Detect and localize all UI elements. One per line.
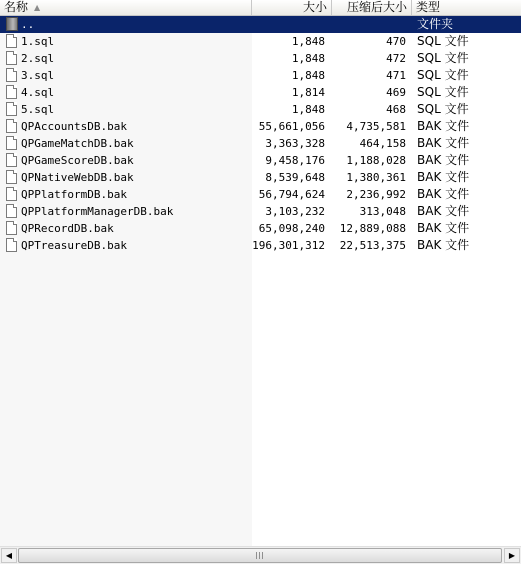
scroll-left-button[interactable]	[1, 548, 17, 563]
file-name: QPGameMatchDB.bak	[21, 137, 134, 150]
list-body	[0, 16, 521, 546]
file-name: ..	[21, 18, 35, 31]
file-compressed-size: 2,236,992	[346, 188, 406, 201]
file-type: BAK 文件	[417, 238, 470, 252]
file-size: 1,848	[291, 69, 325, 82]
table-row[interactable]	[0, 118, 521, 135]
horizontal-scrollbar[interactable]	[0, 546, 521, 564]
file-name: 3.sql	[21, 69, 55, 82]
table-row[interactable]	[0, 169, 521, 186]
arrow-left-icon: ◀	[5, 551, 13, 560]
table-row[interactable]	[0, 50, 521, 67]
file-size: 9,458,176	[265, 154, 325, 167]
table-row[interactable]	[0, 220, 521, 237]
file-compressed-size: 470	[386, 35, 406, 48]
table-row[interactable]	[0, 186, 521, 203]
file-name: QPNativeWebDB.bak	[21, 171, 134, 184]
file-size: 1,814	[291, 86, 325, 99]
file-type: BAK 文件	[417, 119, 470, 133]
file-name: 5.sql	[21, 103, 55, 116]
scrollbar-thumb[interactable]	[18, 548, 502, 563]
file-compressed-size: 1,380,361	[346, 171, 406, 184]
table-row[interactable]	[0, 203, 521, 220]
file-name: QPGameScoreDB.bak	[21, 154, 134, 167]
file-type: SQL 文件	[417, 68, 469, 82]
file-name: 4.sql	[21, 86, 55, 99]
file-compressed-size	[332, 16, 412, 33]
table-row[interactable]	[0, 152, 521, 169]
sort-ascending-icon: ▲	[34, 3, 41, 12]
file-type: SQL 文件	[417, 51, 469, 65]
table-row[interactable]	[0, 237, 521, 254]
file-compressed-size: 472	[386, 52, 406, 65]
table-row[interactable]	[0, 101, 521, 118]
table-row[interactable]	[0, 33, 521, 50]
column-header-size[interactable]: 大小	[252, 0, 332, 15]
arrow-right-icon: ▶	[508, 551, 516, 560]
column-header-compressed-size[interactable]: 压缩后大小	[332, 0, 412, 15]
file-type: BAK 文件	[417, 153, 470, 167]
file-type: BAK 文件	[417, 204, 470, 218]
file-compressed-size: 1,188,028	[346, 154, 406, 167]
file-name: QPPlatformDB.bak	[21, 188, 127, 201]
file-type: SQL 文件	[417, 85, 469, 99]
table-row[interactable]	[0, 135, 521, 152]
file-rows	[0, 16, 521, 254]
file-compressed-size: 464,158	[359, 137, 406, 150]
column-header-type[interactable]: 类型	[416, 0, 441, 14]
table-row[interactable]	[0, 16, 521, 33]
file-compressed-size: 469	[386, 86, 406, 99]
file-size: 196,301,312	[252, 239, 325, 252]
file-size: 1,848	[291, 103, 325, 116]
file-compressed-size: 313,048	[359, 205, 406, 218]
file-size: 1,848	[291, 35, 325, 48]
file-type: 文件夹	[417, 17, 454, 31]
column-header-name-label: 名称	[4, 0, 29, 14]
file-compressed-size: 468	[386, 103, 406, 116]
file-name: 1.sql	[21, 35, 55, 48]
file-name: QPRecordDB.bak	[21, 222, 114, 235]
file-type: BAK 文件	[417, 221, 470, 235]
file-size: 3,103,232	[265, 205, 325, 218]
file-type: BAK 文件	[417, 187, 470, 201]
column-header-name[interactable]	[0, 0, 252, 15]
file-size	[252, 16, 332, 33]
table-row[interactable]	[0, 84, 521, 101]
column-header	[0, 0, 521, 16]
file-name: QPAccountsDB.bak	[21, 120, 127, 133]
file-size: 55,661,056	[258, 120, 325, 133]
file-type: SQL 文件	[417, 102, 469, 116]
file-size: 8,539,648	[265, 171, 325, 184]
file-size: 65,098,240	[258, 222, 325, 235]
file-compressed-size: 12,889,088	[339, 222, 406, 235]
file-size: 3,363,328	[265, 137, 325, 150]
file-compressed-size: 22,513,375	[339, 239, 406, 252]
file-type: BAK 文件	[417, 170, 470, 184]
grip-icon	[256, 552, 265, 559]
scroll-right-button[interactable]	[504, 548, 520, 563]
table-row[interactable]	[0, 67, 521, 84]
file-type: SQL 文件	[417, 34, 469, 48]
file-size: 1,848	[291, 52, 325, 65]
file-type: BAK 文件	[417, 136, 470, 150]
file-size: 56,794,624	[258, 188, 325, 201]
file-name: QPTreasureDB.bak	[21, 239, 127, 252]
file-compressed-size: 471	[386, 69, 406, 82]
file-name: QPPlatformManagerDB.bak	[21, 205, 174, 218]
file-compressed-size: 4,735,581	[346, 120, 406, 133]
file-name: 2.sql	[21, 52, 55, 65]
